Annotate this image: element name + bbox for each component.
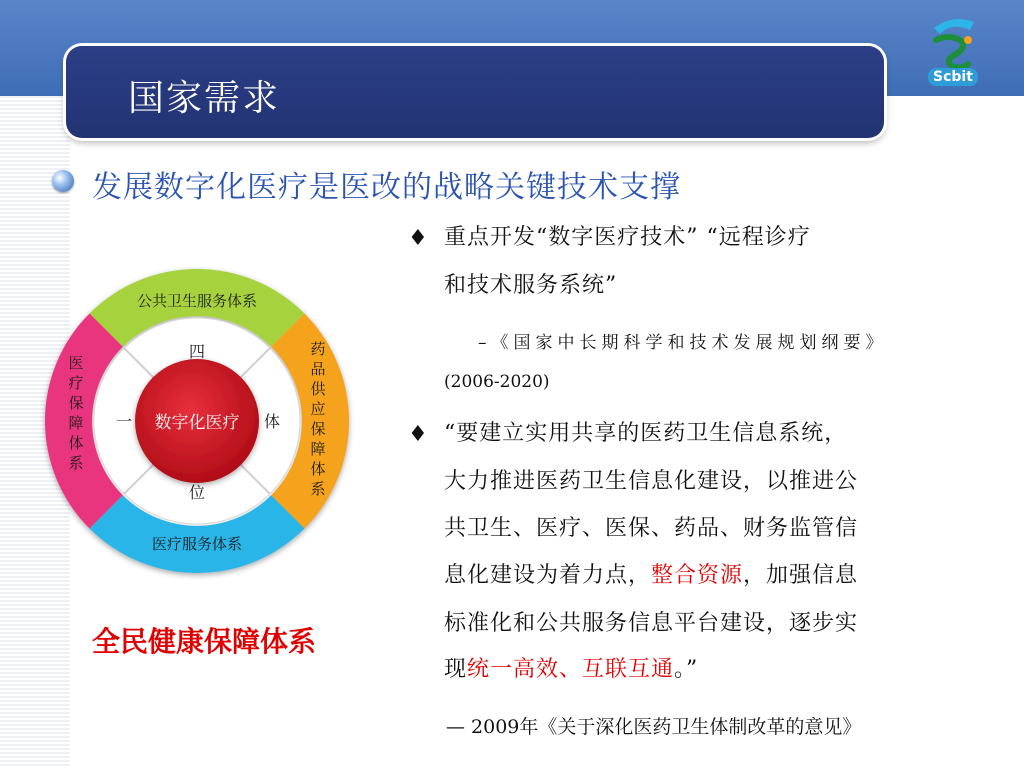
bullet-diamond-icon: ♦ bbox=[408, 226, 428, 251]
svg-text:医: 医 bbox=[68, 354, 84, 372]
highlight-integrate-resources: 整合资源 bbox=[651, 563, 744, 588]
logo-label: Scbit bbox=[928, 68, 978, 86]
point1-line1: 重点开发“数字医疗技术” “远程诊疗 bbox=[444, 225, 811, 250]
point2-line4: 息化建设为着力点，整合资源，加强信息 bbox=[444, 563, 859, 588]
svg-text:障: 障 bbox=[68, 414, 84, 432]
svg-text:供: 供 bbox=[310, 380, 326, 398]
svg-text:系: 系 bbox=[310, 480, 326, 498]
svg-text:体: 体 bbox=[310, 460, 326, 478]
inner-top-label: 四 bbox=[188, 342, 206, 361]
svg-text:保: 保 bbox=[68, 394, 84, 412]
point1-source-years: (2006-2020) bbox=[444, 372, 550, 392]
health-system-diagram bbox=[36, 262, 358, 580]
bottom-segment-label: 医疗服务体系 bbox=[151, 535, 243, 553]
highlight-unified-interconnected: 统一高效、互联互通 bbox=[467, 657, 675, 682]
svg-text:应: 应 bbox=[310, 400, 326, 418]
diagram-caption: 全民健康保障体系 bbox=[92, 625, 317, 658]
heading-bullet-icon bbox=[52, 170, 74, 192]
inner-right-label: 体 bbox=[263, 412, 281, 431]
point1-source: –《国家中长期科学和技术发展规划纲要》 bbox=[478, 333, 888, 353]
svg-text:体: 体 bbox=[68, 434, 84, 452]
inner-left-label: 一 bbox=[115, 412, 133, 431]
top-segment-label: 公共卫生服务体系 bbox=[136, 292, 258, 310]
svg-text:系: 系 bbox=[68, 454, 84, 472]
bullet-diamond-icon: ♦ bbox=[408, 422, 428, 447]
svg-text:疗: 疗 bbox=[68, 374, 84, 392]
center-label: 数字化医疗 bbox=[154, 413, 240, 433]
svg-text:药: 药 bbox=[310, 340, 326, 358]
point2-source: — 2009年《关于深化医药卫生体制改革的意见》 bbox=[446, 716, 862, 738]
svg-text:品: 品 bbox=[310, 360, 326, 378]
slide-title: 国家需求 bbox=[128, 78, 281, 119]
point2-line3: 共卫生、医疗、医保、药品、财务监管信 bbox=[444, 516, 859, 541]
point1-line2: 和技术服务系统” bbox=[444, 273, 618, 298]
inner-bottom-label: 位 bbox=[188, 483, 206, 502]
point2-line6: 现统一高效、互联互通。” bbox=[444, 657, 699, 682]
svg-text:障: 障 bbox=[310, 440, 326, 458]
svg-text:保: 保 bbox=[310, 420, 326, 438]
point2-line2: 大力推进医药卫生信息化建设，以推进公 bbox=[444, 469, 859, 494]
point2-line5: 标准化和公共服务信息平台建设，逐步实 bbox=[444, 611, 859, 636]
point2-line1: “要建立实用共享的医药卫生信息系统， bbox=[444, 421, 848, 446]
slide-heading: 发展数字化医疗是医改的战略关键技术支撑 bbox=[92, 170, 681, 205]
